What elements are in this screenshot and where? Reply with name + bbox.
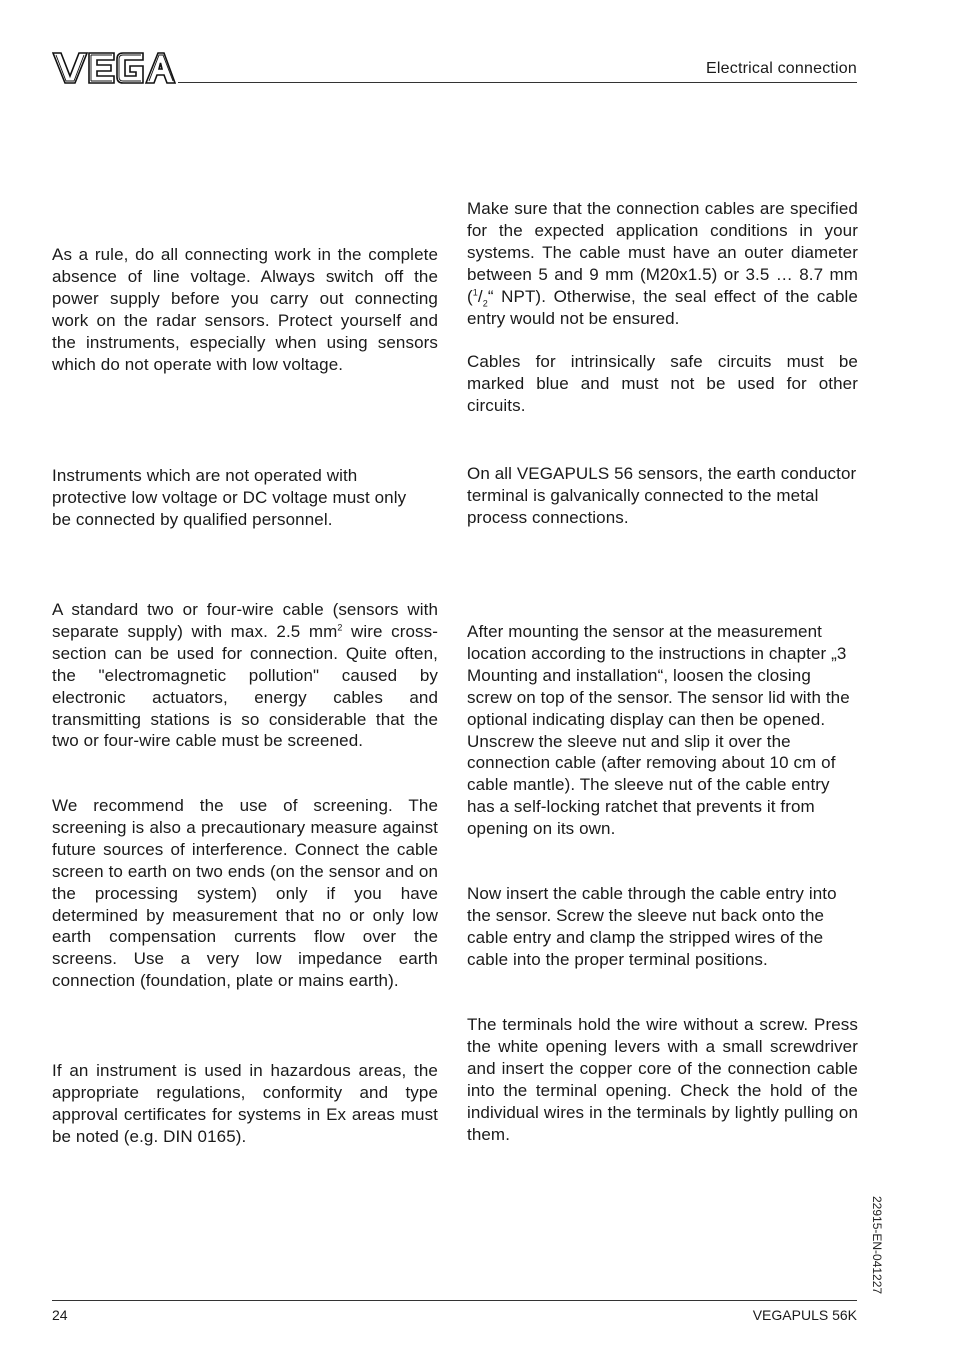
paragraph-screening: We recommend the use of screening. The screening is also a precautionary measure against future sources of interference. Connect the cable screen to earth on two ends (on the sensor and on the processing system) only if you have determined by measurement that no or only low earth compensation currents flow over the screens. Use a very low impedance earth connection (foundation, plate or mains earth).	[52, 796, 438, 991]
paragraph-cable-selection	[52, 599, 438, 752]
fraction-numerator: 1	[472, 286, 478, 297]
paragraph-qualified-personnel: Instruments which are not operated with protective low voltage or DC voltage must only be connected by qualified personnel.	[52, 466, 407, 529]
superscript-2: 2	[337, 622, 343, 633]
paragraph-intrinsically-safe: Cables for intrinsically safe circuits must be marked blue and must not be used for other circuits.	[467, 352, 858, 415]
cable-spec-text-2: “ NPT). Otherwise, the seal effect of the cable entry would not be ensured.	[467, 286, 858, 328]
logo-text: VEGA	[52, 50, 55, 51]
paragraph-connection-procedure: After mounting the sensor at the measurement location according to the instructions in chapter „3 Mounting and installation“, loosen the closing screw on top of the sensor. The sensor lid with the optional indicating display can then be opened. Unscrew the sleeve nut and slip it over the connection cable (after removing about 10 cm of cable mantle). The sleeve nut of the cable entry has a self-locking ratchet that prevents it from opening on its own.	[467, 622, 850, 839]
paragraph-voltage-safety: As a rule, do all connecting work in the complete absence of line voltage. Always switch off the power supply before you carry out connecting work on the radar sensors. Protect yourself and the instruments, especially when using sensors which do not operate with low voltage.	[52, 245, 438, 374]
footer-rule	[52, 1300, 857, 1301]
cable-selection-text-2: wire cross-section can be used for connection. Quite often, the "electromagnetic pollution" caused by electronic actuators, energy cables and transmitting stations is so considerable that the two or four-wire cable must be screened.	[52, 621, 439, 751]
paragraph-earth-conductor: On all VEGAPULS 56 sensors, the earth conductor terminal is galvanically connected to the metal process connections.	[467, 464, 857, 527]
fraction-slash: /	[477, 286, 483, 306]
paragraph-cable-specification	[467, 198, 858, 329]
product-name: VEGAPULS 56K	[752, 1307, 857, 1323]
cable-selection-text-1: A standard two or four-wire cable (sensors with separate supply) with max. 2.5 mm	[52, 600, 438, 641]
fraction-denominator: 2	[482, 298, 488, 309]
page-number: 24	[52, 1307, 68, 1323]
section-title: Electrical connection	[706, 60, 857, 77]
vega-logo	[52, 50, 176, 86]
paragraph-cable-insertion: Now insert the cable through the cable entry into the sensor. Screw the sleeve nut back onto the cable entry and clamp the stripped wires of the cable into the proper terminal positions.	[467, 884, 837, 969]
paragraph-hazardous-areas: If an instrument is used in hazardous areas, the appropriate regulations, conformity and type approval certificates for systems in Ex areas must be noted (e.g. DIN 0165).	[52, 1061, 438, 1146]
paragraph-terminals: The terminals hold the wire without a screw. Press the white opening levers with a small screwdriver and insert the copper core of the connection cable into the terminal opening. Check the hold of the individual wires in the terminals by lightly pulling on them.	[467, 1015, 858, 1144]
header-rule	[178, 82, 857, 83]
document-id: 22915-EN-041227	[870, 1196, 884, 1295]
cable-spec-text-1: Make sure that the connection cables are specified for the expected application conditions in your systems. The cable must have an outer diameter between 5 and 9 mm (M20x1.5) or 3.5 … 8.7 mm (	[467, 199, 858, 306]
